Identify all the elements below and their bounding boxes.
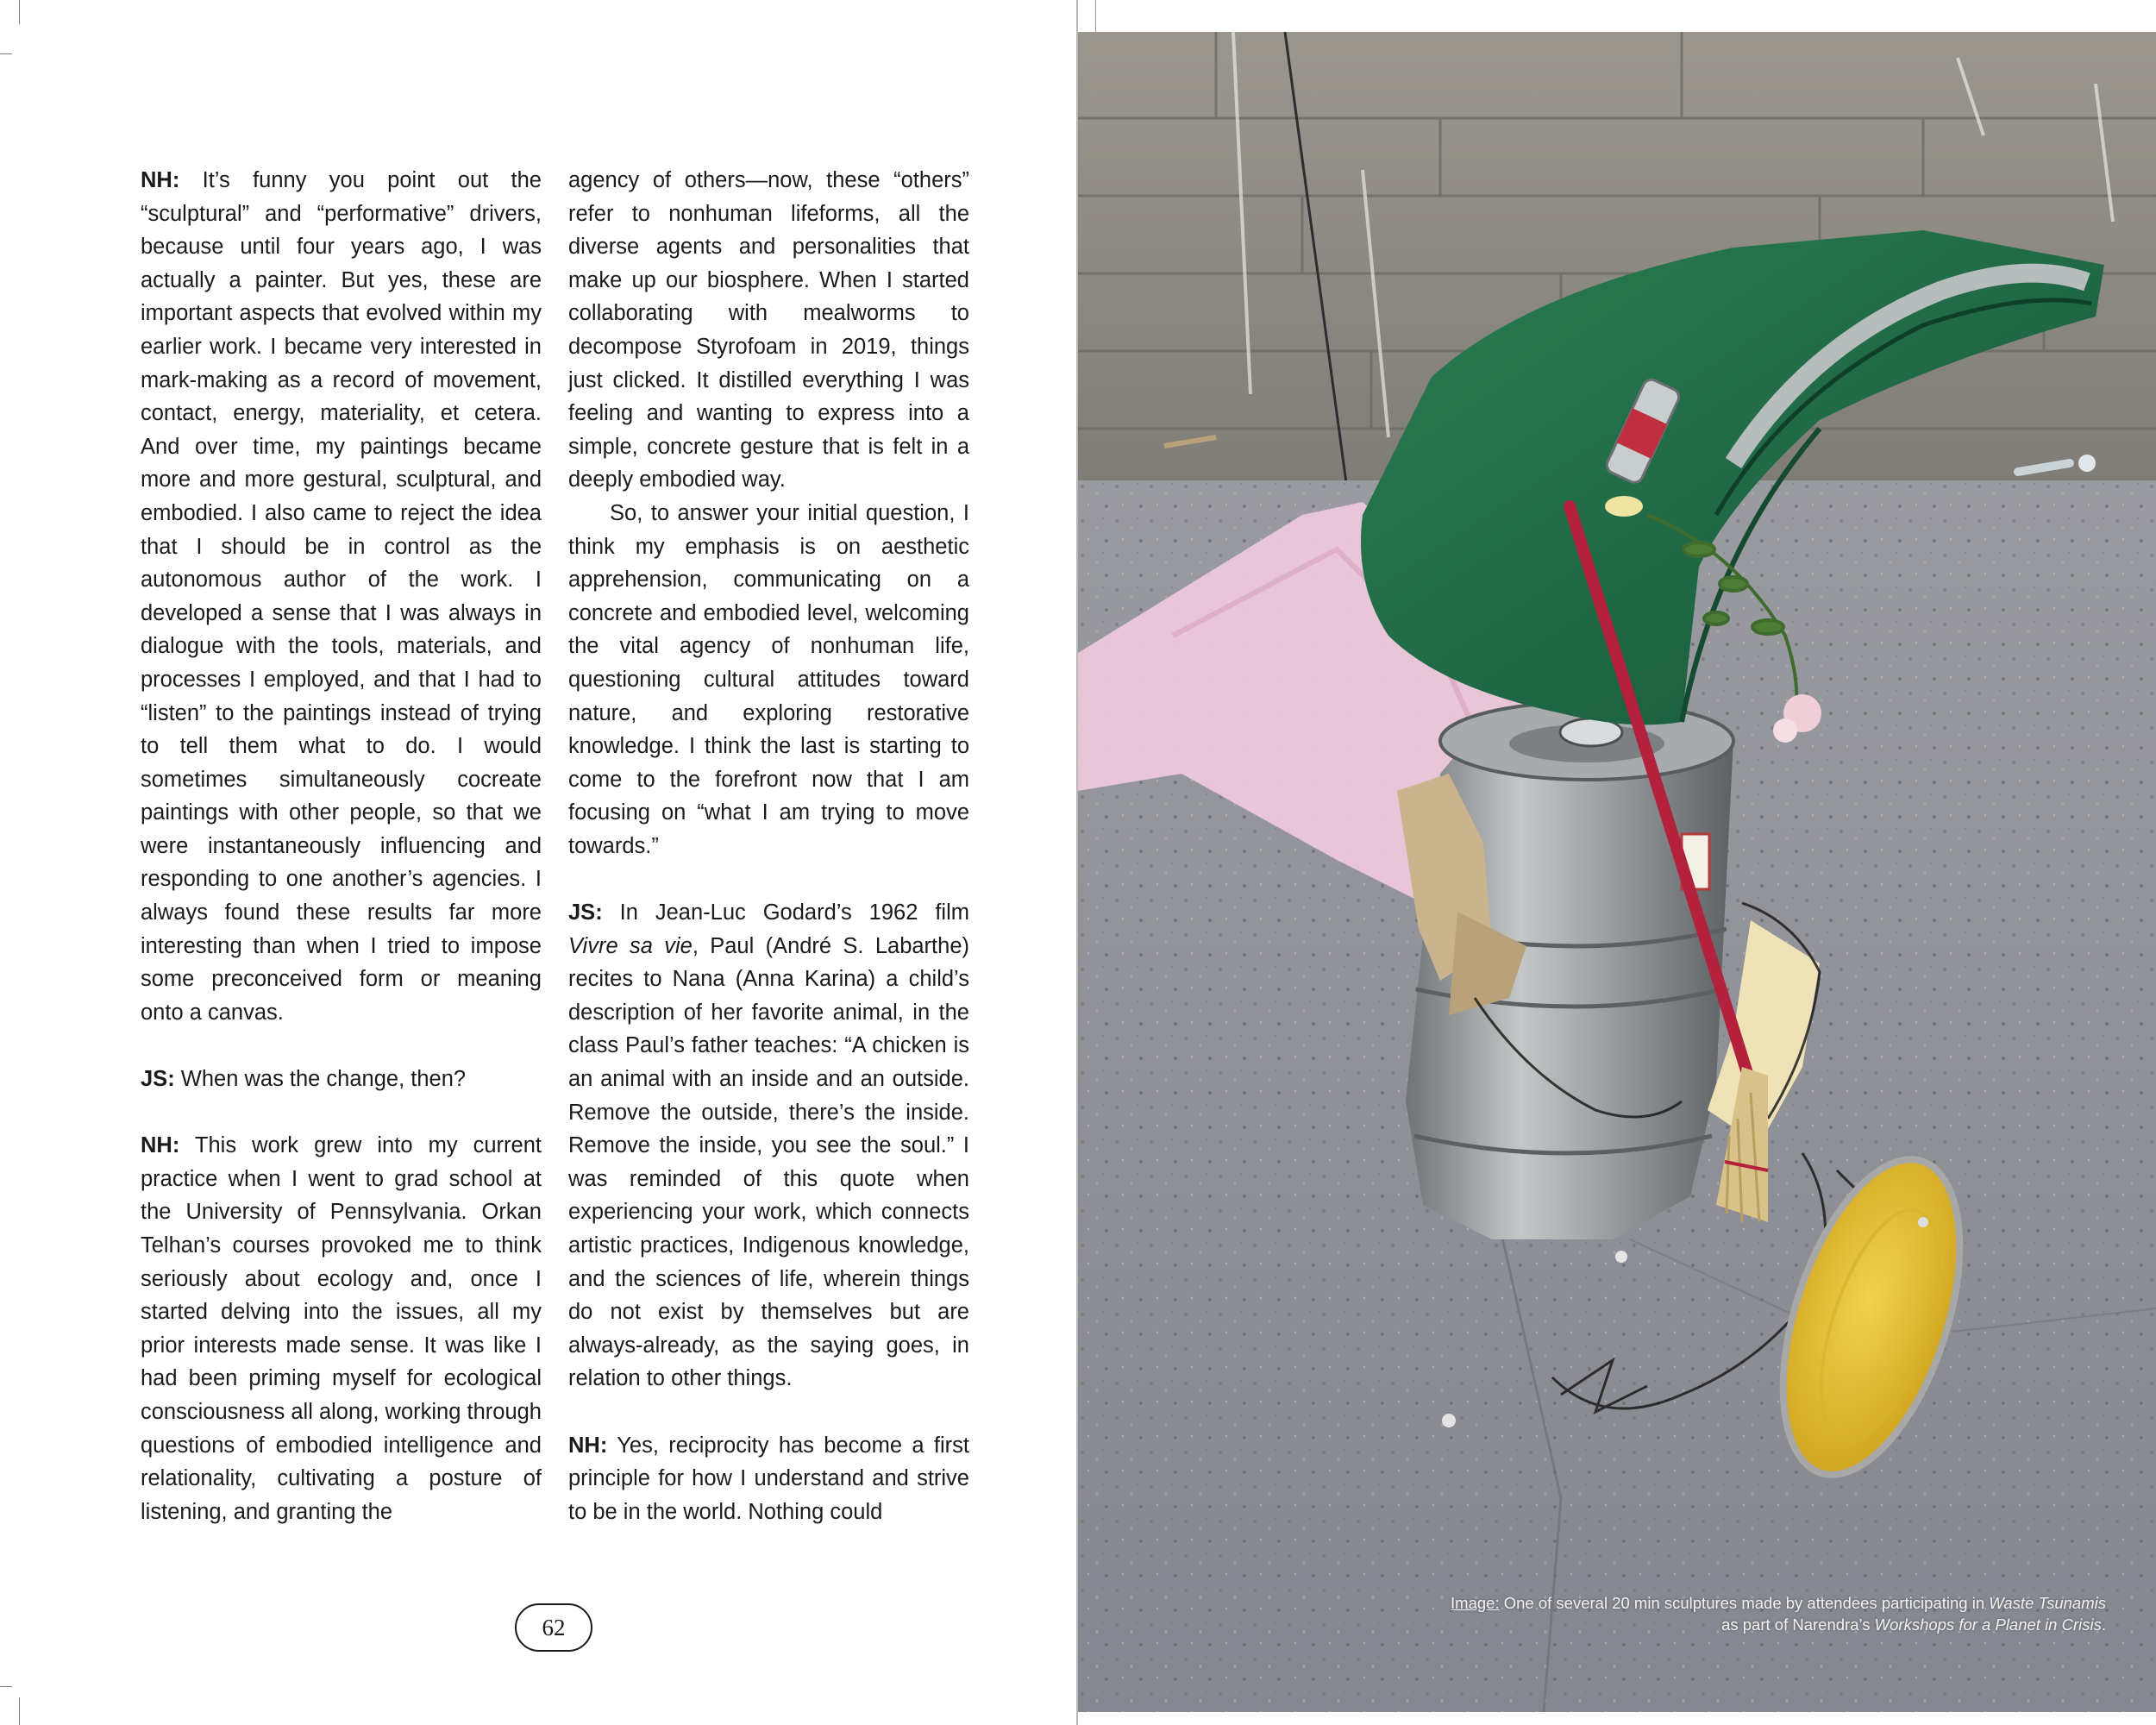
speaker-label: NH:: [141, 1133, 180, 1158]
speaker-label: NH:: [568, 1433, 608, 1458]
photo-caption: [1451, 1592, 2106, 1635]
paragraph: [141, 164, 542, 1029]
paragraph: [568, 896, 969, 1396]
paragraph: [141, 1129, 542, 1528]
speaker-label: NH:: [141, 168, 180, 192]
sculpture-photo: [1078, 32, 2156, 1712]
paragraph-text: , Paul (André S. Labarthe) recites to Nana (Anna Karina) a child’s description of her favorite animal, in the class Paul’s father teaches: “A chicken is an animal with an inside and an outside. Remove the outside, there’s the inside. Remove the inside, you see the soul.” I was reminded of this quote when experiencing your work, which connects artistic practices, Indigenous knowledge, and the sciences of life, wherein things do not exist by themselves but are always-already, as the saying goes, in relation to other things.: [568, 933, 969, 1391]
paragraph-text: agency of others—now, these “others” refer to nonhuman lifeforms, all the diverse agents and personalities that make up our biosphere. When I started collaborating with mealworms to decompose Styrofoam in 2019, things just clicked. It distilled everything I was feeling and wanting to express into a simple, concrete gesture that is felt in a deeply embodied way.: [568, 168, 969, 492]
paragraph-text: So, to answer your initial question, I think my emphasis is on aesthetic apprehension, communicating on a concrete and embodied level, welcoming the vital agency of nonhuman life, questioning cultural attitudes toward nature, and exploring restorative knowledge. I think the last is starting to come to the forefront now that I am focusing on “what I am trying to move towards.”: [568, 500, 969, 858]
paragraph-text: This work grew into my current practice when I went to grad school at the University of Pennsylvania. Orkan Telhan’s courses provoked me to think seriously about ecology and, once I started delving into the issues, all my prior interests made sense. It was like I had been priming myself for ecological consciousness all along, working through questions of embodied intelligence and relationality, cultivating a posture of listening, and granting the: [141, 1133, 542, 1524]
caption-text: One of several 20 min sculptures made by attendees participating in: [1499, 1594, 1990, 1612]
paragraph: [568, 497, 969, 863]
paragraph-text: When was the change, then?: [174, 1067, 467, 1092]
speaker-label: JS:: [141, 1067, 175, 1092]
crop-mark: [0, 53, 12, 54]
crop-mark: [19, 0, 20, 24]
paragraph: [141, 1063, 542, 1096]
paragraph-text: Yes, reciprocity has become a first principle for how I understand and strive to be in the world. Nothing could: [568, 1433, 969, 1524]
film-title: Vivre sa vie: [568, 933, 693, 958]
right-text-column: [568, 164, 969, 1528]
caption-text: as part of Narendra’s: [1721, 1615, 1875, 1634]
caption-title: Waste Tsunamis: [1989, 1594, 2106, 1612]
paragraph-text: It’s funny you point out the “sculptural” and “performative” drivers, because until four years ago, I was actually a painter. But yes, these are important aspects that evolved within my earlier work. I became very interested in mark-making as a record of movement, contact, energy, materiality, et cetera. And over time, my paintings became more and more gestural, sculptural, and embodied. I also came to reject the idea that I should be in control as the autonomous author of the work. I developed a sense that I was always in dialogue with the tools, materials, and processes I employed, and that I had to “listen” to the paintings instead of trying to tell them what to do. I would sometimes simultaneously cocreate paintings with other people, so that we were instantaneously influencing and responding to one another’s agencies. I always found these results far more interesting than when I tried to impose some preconceived form or meaning onto a canvas.: [141, 168, 542, 1025]
caption-title: Workshops for a Planet in Crisis: [1874, 1615, 2102, 1634]
left-page: [0, 0, 1076, 1725]
speaker-label: JS:: [568, 900, 603, 925]
crop-mark: [0, 1686, 12, 1687]
left-text-column: [141, 164, 542, 1528]
page-number: 62: [515, 1603, 592, 1652]
paragraph-text: In Jean-Luc Godard’s 1962 film: [602, 900, 969, 925]
caption-label: Image:: [1451, 1594, 1500, 1612]
paragraph: [568, 1429, 969, 1529]
paragraph: [568, 164, 969, 497]
crop-mark: [19, 1697, 20, 1725]
caption-text: .: [2101, 1615, 2106, 1634]
